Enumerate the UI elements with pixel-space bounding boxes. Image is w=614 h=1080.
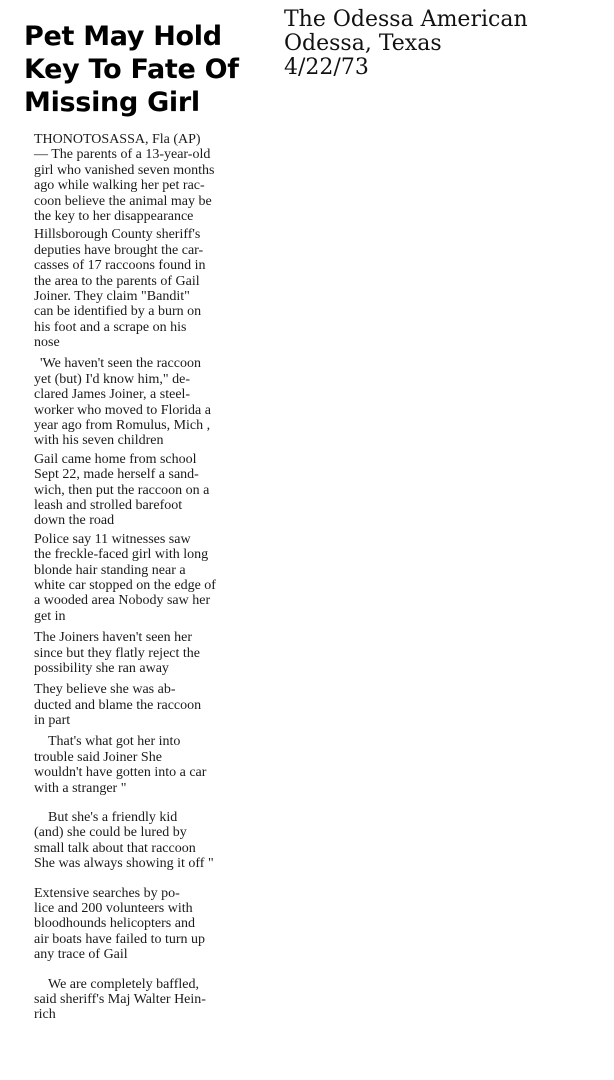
article-line: We are completely baffled, [48, 976, 199, 992]
article-line: 'We haven't seen the raccoon [40, 356, 201, 372]
article-line: They believe she was ab- [34, 682, 176, 698]
article-line: worker who moved to Florida a [34, 402, 211, 418]
article-line: possibility she ran away [34, 660, 169, 676]
article-line: Extensive searches by po- [34, 885, 180, 901]
article-line: since but they flatly reject the [34, 645, 200, 661]
article-body [34, 132, 266, 1023]
article-line: Gail came home from school [34, 451, 197, 467]
article-line: get in [34, 608, 66, 624]
article-line: the freckle-faced girl with long [34, 547, 209, 563]
article-line: year ago from Romulus, Mich , [34, 418, 211, 434]
article-line: (and) she could be lured by [34, 825, 187, 841]
headline [24, 20, 256, 119]
article-line: said sheriff's Maj Walter Hein- [34, 991, 206, 1007]
source-date: 4/22/73 [284, 55, 369, 80]
article-line: down the road [34, 513, 115, 529]
article-line: That's what got her into [48, 734, 181, 750]
article-line: rich [34, 1007, 56, 1023]
article-line: Sept 22, made herself a sand- [34, 467, 199, 483]
article-paragraph [34, 682, 266, 728]
article-line: clared James Joiner, a steel- [34, 387, 191, 403]
headline-line: Pet May Hold [24, 21, 222, 52]
article-paragraph [34, 734, 266, 796]
source-note [284, 8, 528, 80]
article-line: can be identified by a burn on [34, 304, 202, 320]
article-line: the key to her disappearance [34, 208, 194, 224]
article-line: ago while walking her pet rac- [34, 178, 205, 194]
article-line: with his seven children [34, 433, 164, 449]
article-line: — The parents of a 13-year-old [34, 147, 211, 163]
article-line: trouble said Joiner She [34, 749, 162, 765]
article-line: any trace of Gail [34, 947, 128, 963]
headline-line: Key To Fate Of [24, 54, 239, 85]
article-line: with a stranger " [34, 780, 127, 796]
article-line: air boats have failed to turn up [34, 931, 206, 947]
article-line: girl who vanished seven months [34, 162, 215, 178]
headline-line: Missing Girl [24, 87, 200, 118]
article-line: wouldn't have gotten into a car [34, 765, 207, 781]
article-line: coon believe the animal may be [34, 193, 212, 209]
article-line: bloodhounds helicopters and [34, 916, 195, 932]
article-paragraph [34, 977, 266, 1023]
article-line: deputies have brought the car- [34, 242, 204, 258]
article-line: Police say 11 witnesses saw [34, 531, 191, 547]
article-line: wich, then put the raccoon on a [34, 482, 210, 498]
article-line: ducted and blame the raccoon [34, 697, 202, 713]
article-line: THONOTOSASSA, Fla (AP) [34, 132, 201, 147]
article-line: But she's a friendly kid [48, 810, 178, 826]
source-location: Odessa, Texas [284, 31, 442, 56]
article-paragraph [34, 532, 266, 624]
article-paragraph [34, 356, 266, 448]
article-line: yet (but) I'd know him," de- [34, 371, 190, 387]
article-line: She was always showing it off " [34, 856, 214, 872]
source-newspaper: The Odessa American [284, 7, 528, 32]
article-line: casses of 17 raccoons found in [34, 258, 206, 274]
article-line: Hillsborough County sheriff's [34, 227, 201, 243]
article-line: blonde hair standing near a [34, 562, 186, 578]
article-paragraph [34, 630, 266, 676]
article-line: a wooded area Nobody saw her [34, 593, 211, 609]
article-line: in part [34, 713, 71, 729]
article-paragraph [34, 227, 266, 350]
article-paragraph [34, 886, 266, 963]
article-paragraph [34, 132, 266, 224]
article-line: small talk about that raccoon [34, 840, 196, 856]
article-line: Joiner. They claim "Bandit" [34, 288, 190, 304]
article-line: nose [34, 335, 60, 351]
article-line: leash and strolled barefoot [34, 497, 183, 513]
article-line: the area to the parents of Gail [34, 273, 200, 289]
article-line: The Joiners haven't seen her [34, 630, 193, 646]
article-line: lice and 200 volunteers with [34, 900, 193, 916]
article-paragraph [34, 452, 266, 529]
article-paragraph [34, 810, 266, 872]
article-line: white car stopped on the edge of [34, 577, 216, 593]
article-line: his foot and a scrape on his [34, 319, 187, 335]
